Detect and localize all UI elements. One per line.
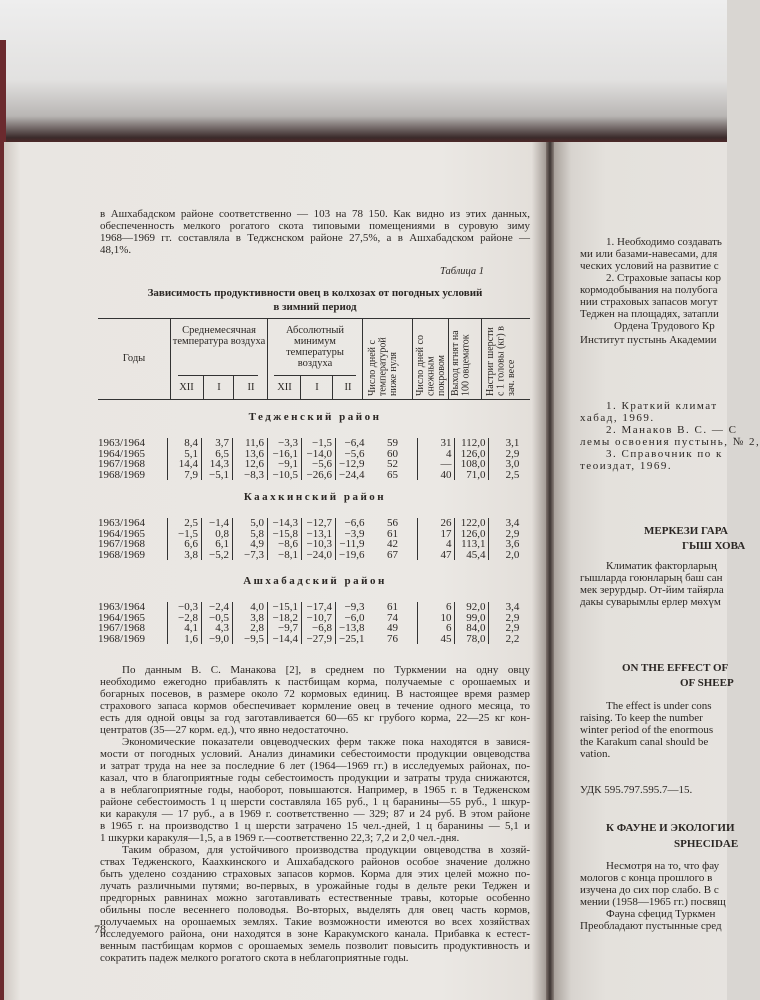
value-cell: 7,9 [168, 470, 202, 481]
text-line: предгорных равнинах можно заготавливать естественные травы, которые особенно [100, 892, 530, 904]
text-line: ми или базами-навесами, для [580, 248, 718, 260]
text-line: Фауна сфецид Туркмен [606, 908, 716, 920]
value-cell: −14,0 [302, 449, 336, 460]
value-cell: −25,1 [336, 634, 368, 645]
value-cell: −8,1 [268, 550, 302, 561]
value-cell: — [418, 459, 455, 470]
text-line: в 1965 г. на производство 1 ц шерсти затрачено 15 чел.-дней, 1 ц баранины — 5,1 и [100, 820, 530, 832]
value-cell: 2,0 [489, 550, 536, 561]
value-cell: 3,7 [202, 438, 233, 449]
text-line: изучена до сих пор слабо. В с [580, 884, 719, 896]
value-cell: 65 [386, 468, 398, 481]
value-cell: 56 [386, 517, 398, 529]
district-heading: Ашхабадский район [243, 575, 387, 587]
intro-paragraph [100, 208, 530, 256]
value-cell: 74 [386, 611, 398, 624]
header-wool: Настриг шерсти с 1 головы (кг) в зач. весе [485, 326, 517, 396]
value-cell: −9,7 [268, 623, 302, 634]
text-line: Преобладают пустынные сред [580, 920, 722, 932]
english-title-line-1: ON THE EFFECT OF [622, 662, 729, 674]
text-line: есть для одной овцы за год заготавливается 60—65 кг грубого корма, 22—25 кг кон- [100, 712, 530, 724]
value-cell: −9,3 [336, 602, 368, 613]
conclusions-block [580, 236, 722, 320]
value-cell: 2,9 [489, 449, 536, 460]
turkmen-abstract [580, 560, 724, 608]
text-line: а в неблагоприятные годы, наоборот, повышаются. Например, в 1965 г. в Теджeнском [100, 784, 530, 796]
year-cell: 1968/1969 [98, 548, 146, 561]
text-line: 2. Страховые запасы кор [606, 272, 721, 284]
text-line: 1 шкурки каракуля—1,5, а в 1969 г.—соответственно 22,3; 7,2 и 2,0 чел.-дня. [100, 832, 460, 844]
value-cell: 12,6 [233, 459, 268, 470]
text-line: необходимо ежегодно прибавлять к пастбищам корма, получаемые с орошаемых и [100, 676, 530, 688]
value-cell: −0,3 [168, 602, 202, 613]
header-month: II [233, 376, 268, 399]
year-cell: 1968/1969 [98, 468, 146, 481]
value-cell: −1,4 [202, 518, 233, 529]
text-line: получаемых на орошаемых землях. Такие возможности имеются во всех хозяйствах [100, 916, 530, 928]
value-cell: −2,8 [168, 613, 202, 624]
value-cell: 108,0 [455, 459, 489, 470]
next-article-title-line-2: SPHECIDAE [674, 838, 739, 850]
value-cell: 61 [386, 601, 398, 613]
value-cell: 122,0 [455, 518, 489, 529]
value-cell: 3,4 [489, 518, 536, 529]
year-cell: 1963/1964 [98, 601, 146, 613]
value-cell: −5,1 [202, 470, 233, 481]
text-line: центратов (35—27 корм. ед.), что явно недостаточно. [100, 724, 349, 736]
value-cell: 5,0 [233, 518, 268, 529]
text-line: winter period of the enormous [580, 724, 714, 736]
value-cell: −8,3 [233, 470, 268, 481]
value-cell: 2,2 [489, 634, 536, 645]
value-cell: 112,0 [455, 438, 489, 449]
value-cell: 60 [386, 447, 398, 460]
value-cell: 6 [418, 602, 455, 613]
text-line: богарных посевов, в размере около 72 кормовых единиц. В настоящее время размер [100, 688, 530, 700]
value-cell: 3,0 [489, 459, 536, 470]
value-cell: −10,3 [302, 539, 336, 550]
value-cell: −12,9 [336, 459, 368, 470]
affiliation-line-2: Институт пустынь Академии [580, 334, 717, 346]
text-line: the Karakum canal should be [580, 736, 709, 748]
header-mean-temp: Среднемесячная температура воздуха [172, 325, 266, 347]
text-line: лемы освоения пустынь, № 2, [580, 436, 760, 448]
text-line: обеспеченность мелкого рогатого скота типовыми помещениями в суровую зиму [100, 220, 530, 232]
value-cell: 126,0 [455, 449, 489, 460]
text-line: казал, что в благоприятные годы себестоимость продукции и затраты труда снижаются, [100, 772, 530, 784]
value-cell: 40 [418, 470, 455, 481]
district-heading: Каахкинский район [243, 491, 387, 503]
text-line: хабад, 1969. [580, 412, 655, 424]
table-row [98, 459, 535, 470]
value-cell: 0,8 [202, 529, 233, 540]
value-cell: 2,9 [489, 613, 536, 624]
district-table [98, 602, 535, 644]
affiliation-line-1: Ордена Трудового Кр [614, 320, 715, 332]
text-line: Теджен на площадях, затапли [580, 308, 719, 320]
year-cell: 1967/1968 [98, 458, 146, 470]
value-cell: −1,5 [168, 529, 202, 540]
value-cell: −10,7 [302, 613, 336, 624]
value-cell: −2,4 [202, 602, 233, 613]
header-month: I [300, 376, 333, 399]
page-number: 78 [94, 922, 106, 936]
text-line: 1. Краткий климат [606, 400, 718, 412]
value-cell: 99,0 [455, 613, 489, 624]
right-page [554, 142, 760, 1000]
text-line: теоиздат, 1969. [580, 460, 673, 472]
value-cell: 92,0 [455, 602, 489, 613]
text-line: мости от погодных условий. Анализ динамики себестоимости продукции овцеводства [100, 748, 530, 760]
year-cell: 1967/1968 [98, 622, 146, 634]
value-cell: 5,1 [168, 449, 202, 460]
value-cell: −10,5 [268, 470, 302, 481]
value-cell: 45,4 [455, 550, 489, 561]
value-cell: −19,6 [336, 550, 368, 561]
text-line: и затрат труда на нее за последние 6 лет (1964—1969 гг.) в исследуемых районах, по- [100, 760, 530, 772]
value-cell: 52 [386, 458, 398, 470]
text-line: исследуемого района, они находятся в зоне Каракумского канала. Прибавка к естест- [100, 928, 530, 940]
value-cell: 3,4 [489, 602, 536, 613]
text-line: нии страховых запасов могут [580, 296, 718, 308]
value-cell: −24,0 [302, 550, 336, 561]
value-cell: 6,1 [202, 539, 233, 550]
text-line: Климатик факторларың [606, 560, 717, 572]
value-cell: 2,9 [489, 529, 536, 540]
value-cell: 4 [418, 449, 455, 460]
value-cell: 42 [386, 538, 398, 550]
value-cell: 59 [386, 437, 398, 449]
value-cell: −13,8 [336, 623, 368, 634]
table-title [100, 286, 530, 314]
value-cell: 4,0 [233, 602, 268, 613]
text-line: страхового запаса кормов обеспечивает кормление овец в течение одного месяца, то [100, 700, 530, 712]
text-line: кормодобывания на полубога [580, 284, 718, 296]
table-title-line-1: Зависимость продуктивности овец в колхозах от погодных условий [147, 287, 483, 299]
value-cell: 4,3 [202, 623, 233, 634]
value-cell: 26 [418, 518, 455, 529]
text-line: мологов с конца прошлого в [580, 872, 713, 884]
table-header [98, 318, 530, 400]
value-cell: 10 [418, 613, 455, 624]
value-cell: 3,8 [233, 613, 268, 624]
value-cell: 6,5 [202, 449, 233, 460]
value-cell: 1,6 [168, 634, 202, 645]
table-row [98, 518, 535, 529]
year-cell: 1964/1965 [98, 611, 146, 624]
value-cell: −27,9 [302, 634, 336, 645]
text-line: vation. [580, 748, 611, 760]
value-cell: 6 [418, 623, 455, 634]
value-cell: 3,6 [489, 539, 536, 550]
value-cell: 13,6 [233, 449, 268, 460]
text-line: обильны после весеннего половодья. Во-вторых, выделять для овец часть кормов, [100, 904, 530, 916]
value-cell: 71,0 [455, 470, 489, 481]
value-cell: 49 [386, 622, 398, 634]
value-cell: −5,6 [336, 449, 368, 460]
value-cell: 61 [386, 527, 398, 540]
next-article-text [580, 860, 726, 932]
text-line: сократить падеж мелкого рогатого скота в неблагоприятные годы. [100, 952, 409, 964]
value-cell: −6,8 [302, 623, 336, 634]
value-cell: −3,9 [336, 529, 368, 540]
year-cell: 1964/1965 [98, 527, 146, 540]
table-caption: Таблица 1 [440, 266, 485, 277]
value-cell: 8,4 [168, 438, 202, 449]
udc-code: УДК 595.797.595.7—15. [580, 784, 693, 796]
body-text [100, 664, 530, 964]
header-days-below-zero: Число дней с температурой ниже нуля [367, 337, 399, 396]
value-cell: 2,9 [489, 623, 536, 634]
table-row [98, 539, 535, 550]
value-cell: −15,1 [268, 602, 302, 613]
value-cell: 31 [418, 438, 455, 449]
text-line: районе себестоимость 1 ц шерсти составляла 165 руб., 1 ц баранины—55 руб., 1 шкур- [100, 796, 530, 808]
text-line: 1968—1969 гг. составляла в Теджснском районе 27,5%, а в Ашхабадском районе — [100, 232, 530, 244]
district-table [98, 438, 535, 480]
value-cell: 2,5 [489, 470, 536, 481]
value-cell: −5,6 [302, 459, 336, 470]
value-cell: 11,6 [233, 438, 268, 449]
year-cell: 1963/1964 [98, 437, 146, 449]
value-cell: 45 [418, 634, 455, 645]
value-cell: −14,4 [268, 634, 302, 645]
header-snow-days: Число дней со снежным покровом [415, 335, 447, 396]
next-article-title-line-1: К ФАУНЕ И ЭКОЛОГИИ [606, 822, 735, 834]
text-line: raising. To keep the number [580, 712, 703, 724]
text-line: По данным В. С. Манакова [2], в среднем по Туркмении на одну овцу [122, 664, 530, 676]
value-cell: 47 [418, 550, 455, 561]
header-month: XII [267, 376, 301, 399]
value-cell: 2,8 [233, 623, 268, 634]
value-cell: −9,1 [268, 459, 302, 470]
value-cell: −6,0 [336, 613, 368, 624]
text-line: 3. Справочник по к [606, 448, 723, 460]
table-title-line-2: в зимний период [273, 301, 357, 313]
value-cell: −15,8 [268, 529, 302, 540]
header-month: I [203, 376, 234, 399]
book-gutter [546, 142, 554, 1000]
table-row [98, 550, 535, 561]
value-cell: −6,6 [336, 518, 368, 529]
value-cell: −24,4 [336, 470, 368, 481]
value-cell: 126,0 [455, 529, 489, 540]
text-line: 48,1%. [100, 244, 132, 256]
value-cell: −17,4 [302, 602, 336, 613]
value-cell: 84,0 [455, 623, 489, 634]
district-heading: Теджeнский район [248, 411, 382, 423]
value-cell: −5,2 [202, 550, 233, 561]
text-line: дакы суварымлы ерлер мөхүм [580, 596, 721, 608]
text-line: быть уделено созданию страховых запасов кормов. Корма для этих целей можно по- [100, 868, 530, 880]
year-cell: 1964/1965 [98, 447, 146, 460]
year-cell: 1963/1964 [98, 517, 146, 529]
value-cell: 14,3 [202, 459, 233, 470]
text-line: The effect is under cons [606, 700, 712, 712]
header-month: II [332, 376, 363, 399]
year-cell: 1968/1969 [98, 632, 146, 645]
value-cell: 3,1 [489, 438, 536, 449]
text-line: мек зерурдыр. От-йим тайярла [580, 584, 724, 596]
value-cell: −3,3 [268, 438, 302, 449]
value-cell: 67 [386, 548, 398, 561]
turkmen-title-line-1: МЕРКЕЗИ ГАРА [644, 525, 728, 537]
value-cell: 14,4 [168, 459, 202, 470]
text-line: Экономические показатели овцеводческих ферм также пока находятся в завися- [122, 736, 530, 748]
text-line: лучать различными путями; во-первых, в урожайные годы в дельте реки Теджен и [100, 880, 530, 892]
table-row [98, 623, 535, 634]
value-cell: 4 [418, 539, 455, 550]
text-line: мении (1958—1965 гг.) посвящ [580, 896, 726, 908]
table-row [98, 634, 535, 645]
table-row [98, 470, 535, 481]
text-line: 2. Манаков В. С. — С [606, 424, 738, 436]
english-title-line-2: OF SHEEP [680, 677, 734, 689]
value-cell: −14,3 [268, 518, 302, 529]
value-cell: 3,8 [168, 550, 202, 561]
value-cell: 2,5 [168, 518, 202, 529]
english-abstract [580, 700, 713, 760]
text-line: ки каракуля — 17 руб., а в 1969 г. соответственно — 329; 87 и 24 руб. В этом районе [100, 808, 530, 820]
references-block [580, 400, 760, 472]
value-cell: −11,9 [336, 539, 368, 550]
value-cell: −6,4 [336, 438, 368, 449]
value-cell: 17 [418, 529, 455, 540]
text-line: ствах Теджeнского, Каахкинского и Ашхабадского районов особое значение должно [100, 856, 530, 868]
text-line: в Ашхабадском районе соответственно — 103 на 78 150. Как видно из этих данных, [100, 208, 530, 220]
value-cell: 5,8 [233, 529, 268, 540]
text-line: Несмотря на то, что фау [606, 860, 720, 872]
text-line: гышларда гоюнларың баш сан [580, 572, 723, 584]
text-line: венным пастбищам кормов с орошаемых земель позволит повысить продуктивность и [100, 940, 530, 952]
text-line: Таким образом, для устойчивого производства продукции овцеводства в хозяй- [122, 844, 530, 856]
value-cell: −9,5 [233, 634, 268, 645]
turkmen-title-line-2: ГЫШ ХОВА [682, 540, 746, 552]
text-line: ческих условий на развитие с [580, 260, 719, 272]
value-cell: 6,6 [168, 539, 202, 550]
value-cell: 113,1 [455, 539, 489, 550]
header-years: Годы [122, 353, 146, 364]
value-cell: −26,6 [302, 470, 336, 481]
table-row [98, 438, 535, 449]
year-cell: 1967/1968 [98, 538, 146, 550]
value-cell: −18,2 [268, 613, 302, 624]
value-cell: −7,3 [233, 550, 268, 561]
value-cell: −12,7 [302, 518, 336, 529]
district-table [98, 518, 535, 560]
value-cell: 4,1 [168, 623, 202, 634]
value-cell: 4,9 [233, 539, 268, 550]
table-row [98, 602, 535, 613]
value-cell: −16,1 [268, 449, 302, 460]
value-cell: 76 [386, 632, 398, 645]
value-cell: −8,6 [268, 539, 302, 550]
value-cell: −9,0 [202, 634, 233, 645]
value-cell: −0,5 [202, 613, 233, 624]
header-month: XII [179, 382, 194, 393]
value-cell: 78,0 [455, 634, 489, 645]
value-cell: −1,5 [302, 438, 336, 449]
header-lambs: Выход ягнят на 100 овцематок [450, 330, 472, 396]
scanner-background [0, 0, 727, 145]
text-line: 1. Необходимо создавать [606, 236, 722, 248]
header-abs-min: Абсолютный минимум температуры воздуха [286, 325, 344, 369]
value-cell: −13,1 [302, 529, 336, 540]
